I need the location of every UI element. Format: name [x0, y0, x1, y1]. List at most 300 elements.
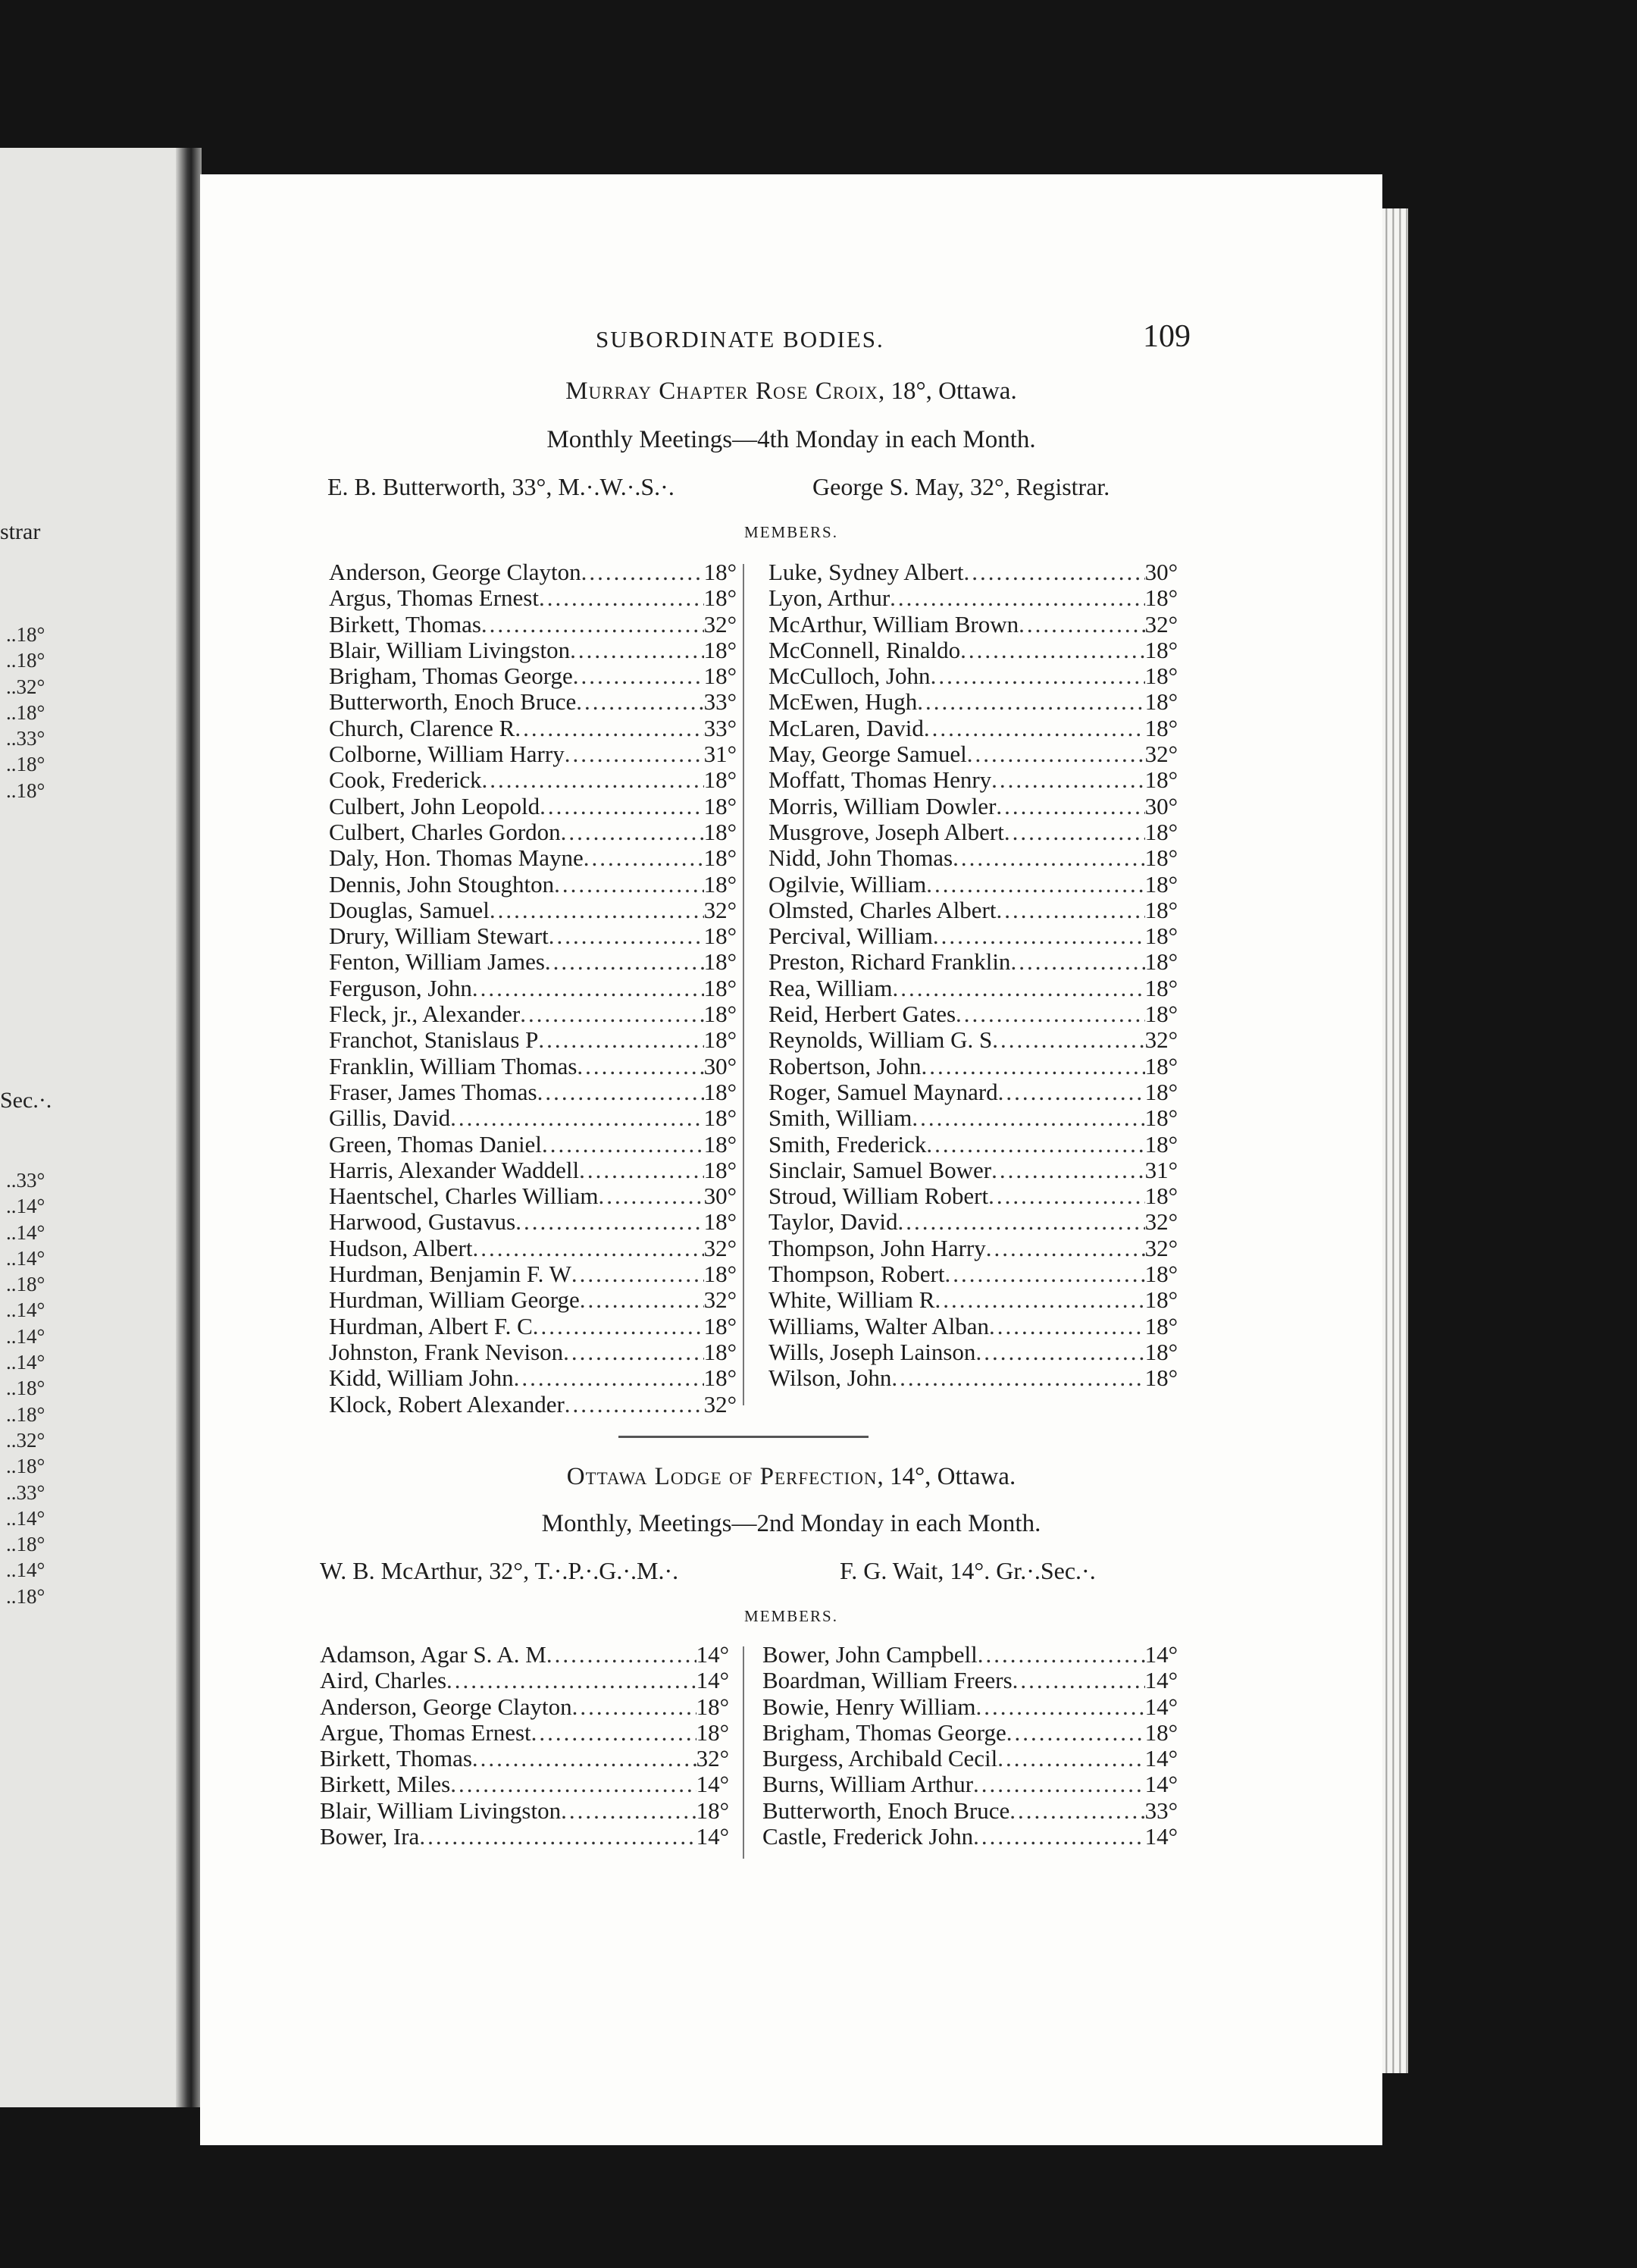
member-row: [320, 1824, 729, 1850]
leader-dots: [996, 794, 1144, 819]
member-row: [768, 1105, 1178, 1131]
leader-dots: [924, 716, 1145, 741]
member-degree: 18°: [703, 1208, 737, 1236]
member-row: [768, 897, 1178, 923]
member-degree: 18°: [703, 1261, 737, 1288]
member-degree: 18°: [703, 1130, 737, 1157]
left-page-degree: ..18°: [6, 1584, 45, 1608]
leader-dots: [515, 1209, 703, 1235]
member-name: Ogilvie, William: [768, 870, 927, 897]
leader-dots: [584, 845, 704, 871]
member-degree: 18°: [696, 1797, 729, 1824]
section1-title: [200, 377, 1382, 406]
leader-dots: [1009, 1798, 1144, 1824]
member-row: [329, 1209, 737, 1235]
left-page-degree: ..18°: [6, 623, 45, 646]
member-name: Castle, Frederick John: [762, 1823, 974, 1850]
leader-dots: [933, 923, 1145, 949]
running-head: SUBORDINATE BODIES.: [596, 326, 884, 352]
member-row: [320, 1668, 729, 1693]
member-degree: 18°: [703, 1026, 737, 1054]
member-row: [768, 1001, 1178, 1027]
member-name: Franchot, Stanislaus P: [329, 1026, 539, 1054]
member-row: [768, 637, 1178, 663]
member-name: Fenton, William James: [329, 948, 545, 976]
leader-dots: [934, 1287, 1144, 1313]
leader-dots: [931, 663, 1145, 689]
member-degree: 14°: [696, 1641, 729, 1668]
leader-dots: [472, 976, 704, 1001]
member-name: Bower, John Campbell: [762, 1641, 978, 1668]
member-row: [329, 1105, 737, 1131]
leader-dots: [960, 637, 1144, 663]
section1-officer-right: George S. May, 32°, Registrar.: [812, 473, 1110, 500]
member-degree: 18°: [703, 1001, 737, 1028]
member-name: McLaren, David: [768, 714, 924, 741]
left-page-degree: ..18°: [6, 1377, 45, 1400]
leader-dots: [898, 1209, 1145, 1235]
member-name: Preston, Richard Franklin: [768, 948, 1011, 976]
member-degree: 18°: [696, 1693, 729, 1720]
member-row: [768, 1054, 1178, 1079]
leader-dots: [515, 716, 703, 741]
member-row: [329, 767, 737, 793]
leader-dots: [581, 559, 704, 585]
left-page-degree: ..18°: [6, 753, 45, 776]
member-row: [762, 1694, 1178, 1720]
member-name: Burns, William Arthur: [762, 1771, 974, 1798]
member-row: [329, 637, 737, 663]
section1-title-rest: , 18°, Ottawa.: [878, 377, 1017, 405]
member-name: Ferguson, John: [329, 974, 472, 1001]
member-name: Rea, William: [768, 974, 893, 1001]
leader-dots: [956, 1001, 1145, 1027]
member-name: Harwood, Gustavus: [329, 1208, 516, 1236]
leader-dots: [997, 1746, 1144, 1771]
left-page-degree: ..14°: [6, 1558, 45, 1582]
member-row: [762, 1668, 1178, 1693]
left-page-degree: ..18°: [6, 778, 45, 802]
member-degree: 18°: [703, 923, 737, 950]
member-name: Harris, Alexander Waddell: [329, 1156, 580, 1183]
member-name: Douglas, Samuel: [329, 896, 490, 923]
member-name: Wills, Joseph Lainson: [768, 1338, 976, 1365]
leader-dots: [579, 1157, 704, 1183]
leader-dots: [975, 1694, 1144, 1720]
member-name: Luke, Sydney Albert: [768, 559, 964, 585]
member-row: [329, 1157, 737, 1183]
left-page-degree: ..32°: [6, 675, 45, 698]
member-degree: 30°: [703, 1052, 737, 1079]
section1-meetings: Monthly Meetings—4th Monday in each Month.: [546, 426, 1036, 453]
member-row: [768, 1079, 1178, 1105]
page-number: 109: [1143, 319, 1191, 354]
member-degree: 18°: [703, 1338, 737, 1365]
member-name: Argue, Thomas Ernest: [320, 1718, 531, 1746]
leader-dots: [542, 1132, 704, 1157]
member-row: [329, 897, 737, 923]
member-degree: 30°: [1144, 792, 1178, 819]
leader-dots: [563, 1339, 703, 1365]
member-row: [768, 716, 1178, 741]
member-row: [329, 1236, 737, 1261]
member-row: [768, 949, 1178, 975]
member-row: [768, 794, 1178, 819]
section1-officer-left: E. B. Butterworth, 33°, M.·.W.·.S.·.: [327, 473, 675, 500]
leader-dots: [973, 1824, 1145, 1850]
leader-dots: [572, 1694, 696, 1720]
member-row: [768, 741, 1178, 767]
member-degree: 32°: [1144, 1208, 1178, 1236]
left-page-degree: ..18°: [6, 1455, 45, 1478]
member-row: [768, 1183, 1178, 1209]
member-name: Thompson, John Harry: [768, 1234, 986, 1261]
leader-dots: [472, 1746, 696, 1771]
member-degree: 18°: [1144, 663, 1178, 690]
leader-dots: [481, 767, 703, 793]
member-name: Blair, William Livingston: [329, 636, 571, 663]
member-name: Colborne, William Harry: [329, 741, 565, 768]
member-name: Birkett, Thomas: [320, 1745, 472, 1772]
member-row: [329, 1132, 737, 1157]
left-page-degree: ..18°: [6, 1402, 45, 1426]
member-name: Lyon, Arthur: [768, 584, 890, 612]
leader-dots: [570, 637, 703, 663]
left-page-degree: ..32°: [6, 1428, 45, 1452]
leader-dots: [891, 1365, 1144, 1391]
member-name: Moffatt, Thomas Henry: [768, 766, 992, 794]
member-row: [329, 741, 737, 767]
member-name: Butterworth, Enoch Bruce: [329, 688, 577, 716]
member-degree: 18°: [703, 766, 737, 794]
member-degree: 18°: [1144, 714, 1178, 741]
leader-dots: [953, 845, 1144, 871]
member-name: Gillis, David: [329, 1104, 451, 1132]
member-degree: 14°: [696, 1823, 729, 1850]
member-row: [762, 1824, 1178, 1850]
member-name: McEwen, Hugh: [768, 688, 918, 716]
member-degree: 18°: [1144, 1364, 1178, 1392]
member-row: [329, 949, 737, 975]
member-name: Adamson, Agar S. A. M: [320, 1641, 546, 1668]
leader-dots: [991, 1157, 1145, 1183]
member-row: [768, 612, 1178, 637]
leader-dots: [520, 1001, 703, 1027]
leader-dots: [988, 1183, 1145, 1209]
member-name: Percival, William: [768, 923, 933, 950]
left-page-fragment-top: strar: [0, 519, 41, 544]
left-page-degree: ..14°: [6, 1298, 45, 1322]
left-page-degree: ..18°: [6, 1273, 45, 1296]
section2-members-col1: [320, 1642, 729, 1850]
leader-dots: [446, 1668, 696, 1693]
member-name: Sinclair, Samuel Bower: [768, 1156, 992, 1183]
left-page-degree: ..14°: [6, 1351, 45, 1374]
member-row: [320, 1694, 729, 1720]
leader-dots: [967, 741, 1145, 767]
member-row: [320, 1642, 729, 1668]
member-degree: 18°: [1144, 584, 1178, 612]
member-degree: 32°: [1144, 610, 1178, 637]
leader-dots: [598, 1183, 703, 1209]
member-name: McConnell, Rinaldo: [768, 636, 961, 663]
section2-column-divider: [743, 1646, 744, 1859]
left-page-fragment-mid: Sec.·.: [0, 1088, 52, 1113]
member-row: [329, 794, 737, 819]
member-row: [329, 689, 737, 715]
leader-dots: [450, 1105, 703, 1131]
leader-dots: [890, 585, 1144, 611]
member-degree: 18°: [703, 1078, 737, 1105]
member-row: [329, 1365, 737, 1391]
member-degree: 18°: [1144, 844, 1178, 872]
leader-dots: [998, 1079, 1145, 1105]
leader-dots: [450, 1771, 696, 1797]
member-degree: 18°: [703, 1364, 737, 1392]
leader-dots: [549, 923, 704, 949]
member-degree: 14°: [696, 1771, 729, 1798]
member-row: [768, 1365, 1178, 1391]
section2-title: [200, 1463, 1382, 1491]
member-name: Olmsted, Charles Albert: [768, 896, 997, 923]
member-row: [768, 1339, 1178, 1365]
member-row: [329, 1001, 737, 1027]
leader-dots: [539, 585, 704, 611]
member-row: [768, 1314, 1178, 1339]
leader-dots: [917, 689, 1144, 715]
member-degree: 18°: [1144, 1261, 1178, 1288]
member-name: Argus, Thomas Ernest: [329, 584, 539, 612]
member-name: May, George Samuel: [768, 741, 967, 768]
member-name: Roger, Samuel Maynard: [768, 1078, 998, 1105]
member-name: Cook, Frederick: [329, 766, 482, 794]
member-name: McArthur, William Brown: [768, 610, 1019, 637]
member-degree: 18°: [703, 948, 737, 976]
member-row: [329, 612, 737, 637]
member-degree: 18°: [1144, 1130, 1178, 1157]
member-row: [329, 1261, 737, 1287]
left-page-degree: ..18°: [6, 649, 45, 672]
section1-members-col1: [329, 559, 737, 1418]
member-row: [329, 1287, 737, 1313]
member-degree: 30°: [1144, 559, 1178, 585]
member-name: Kidd, William John: [329, 1364, 514, 1392]
member-row: [768, 1261, 1178, 1287]
leader-dots: [546, 1642, 696, 1668]
leader-dots: [538, 1027, 703, 1053]
leader-dots: [490, 897, 704, 923]
member-row: [768, 872, 1178, 897]
section2-officer-right: F. G. Wait, 14°. Gr.·.Sec.·.: [840, 1557, 1096, 1584]
member-row: [768, 845, 1178, 871]
member-row: [320, 1771, 729, 1797]
leader-dots: [992, 1027, 1144, 1053]
member-name: Anderson, George Clayton: [320, 1693, 572, 1720]
member-degree: 18°: [1144, 1338, 1178, 1365]
member-degree: 30°: [703, 1183, 737, 1210]
member-name: Church, Clarence R: [329, 714, 515, 741]
member-degree: 14°: [1144, 1641, 1178, 1668]
member-row: [768, 976, 1178, 1001]
leader-dots: [1010, 949, 1144, 975]
member-degree: 14°: [1144, 1667, 1178, 1694]
left-page-degree: ..33°: [6, 1169, 45, 1192]
member-name: Daly, Hon. Thomas Mayne: [329, 844, 584, 872]
leader-dots: [419, 1824, 696, 1850]
leader-dots: [545, 949, 704, 975]
member-row: [329, 1392, 737, 1418]
leader-dots: [573, 663, 704, 689]
member-row: [329, 585, 737, 611]
member-name: Anderson, George Clayton: [329, 559, 581, 585]
member-row: [762, 1720, 1178, 1746]
member-degree: 32°: [703, 896, 737, 923]
leader-dots: [922, 1054, 1145, 1079]
member-name: Blair, William Livingston: [320, 1797, 562, 1824]
leader-dots: [533, 1314, 704, 1339]
member-name: Thompson, Robert: [768, 1261, 945, 1288]
leader-dots: [945, 1261, 1145, 1287]
left-page-degree-list-top: [6, 622, 45, 804]
leader-dots: [580, 1287, 704, 1313]
member-degree: 18°: [1144, 974, 1178, 1001]
member-degree: 31°: [703, 741, 737, 768]
member-row: [329, 1054, 737, 1079]
section2-members-label: MEMBERS.: [744, 1607, 838, 1625]
member-row: [329, 1027, 737, 1053]
section2-title-rest: , 14°, Ottawa.: [877, 1463, 1016, 1490]
member-degree: 18°: [1144, 1104, 1178, 1132]
member-row: [768, 1287, 1178, 1313]
member-row: [762, 1642, 1178, 1668]
leader-dots: [514, 1365, 704, 1391]
member-degree: 32°: [703, 610, 737, 637]
member-name: White, William R: [768, 1286, 935, 1314]
member-degree: 18°: [1144, 1078, 1178, 1105]
member-row: [329, 976, 737, 1001]
member-name: Hurdman, William George: [329, 1286, 580, 1314]
leader-dots: [540, 794, 703, 819]
member-row: [768, 767, 1178, 793]
member-name: Nidd, John Thomas: [768, 844, 953, 872]
leader-dots: [989, 1314, 1145, 1339]
member-degree: 14°: [1144, 1771, 1178, 1798]
left-page-degree: ..14°: [6, 1324, 45, 1348]
member-degree: 18°: [1144, 1001, 1178, 1028]
member-degree: 18°: [1144, 688, 1178, 716]
section2-members-col2: [762, 1642, 1178, 1850]
member-degree: 18°: [1144, 1312, 1178, 1339]
member-degree: 18°: [1144, 1183, 1178, 1210]
leader-dots: [481, 612, 704, 637]
member-name: Franklin, William Thomas: [329, 1052, 577, 1079]
left-page-degree: ..33°: [6, 727, 45, 750]
member-degree: 32°: [1144, 1234, 1178, 1261]
member-degree: 18°: [1144, 1718, 1178, 1746]
leader-dots: [565, 741, 704, 767]
member-degree: 18°: [703, 1156, 737, 1183]
leader-dots: [926, 872, 1144, 897]
member-name: Fraser, James Thomas: [329, 1078, 537, 1105]
leader-dots: [576, 689, 703, 715]
leader-dots: [912, 1105, 1144, 1131]
member-row: [768, 923, 1178, 949]
left-page-degree: ..14°: [6, 1506, 45, 1530]
member-degree: 18°: [1144, 948, 1178, 976]
section1-title-name: Murray Chapter Rose Croix: [565, 377, 878, 405]
member-degree: 18°: [703, 663, 737, 690]
member-degree: 18°: [1144, 870, 1178, 897]
member-row: [768, 663, 1178, 689]
member-row: [768, 559, 1178, 585]
member-degree: 18°: [703, 1104, 737, 1132]
leader-dots: [973, 1771, 1145, 1797]
member-degree: 18°: [703, 844, 737, 872]
section1-column-divider: [743, 564, 744, 1405]
member-name: Stroud, William Robert: [768, 1183, 989, 1210]
leader-dots: [1013, 1668, 1145, 1693]
member-degree: 18°: [703, 559, 737, 585]
member-row: [768, 689, 1178, 715]
member-degree: 18°: [703, 974, 737, 1001]
member-degree: 18°: [1144, 818, 1178, 845]
member-degree: 14°: [1144, 1693, 1178, 1720]
member-name: Bower, Ira: [320, 1823, 420, 1850]
member-name: Birkett, Miles: [320, 1771, 451, 1798]
member-degree: 18°: [696, 1718, 729, 1746]
leader-dots: [1019, 612, 1144, 637]
member-name: Taylor, David: [768, 1208, 898, 1236]
member-name: Culbert, John Leopold: [329, 792, 540, 819]
member-name: Aird, Charles: [320, 1667, 447, 1694]
member-degree: 14°: [1144, 1823, 1178, 1850]
left-page-degree: ..18°: [6, 700, 45, 724]
member-name: Burgess, Archibald Cecil: [762, 1745, 998, 1772]
member-name: Brigham, Thomas George: [762, 1718, 1006, 1746]
member-name: Robertson, John: [768, 1052, 922, 1079]
member-name: Green, Thomas Daniel: [329, 1130, 542, 1157]
member-name: Fleck, jr., Alexander: [329, 1001, 521, 1028]
member-degree: 32°: [703, 1390, 737, 1418]
member-degree: 18°: [703, 818, 737, 845]
member-degree: 18°: [703, 870, 737, 897]
leader-dots: [537, 1079, 704, 1105]
member-name: Bowie, Henry William: [762, 1693, 976, 1720]
left-page-degree: ..18°: [6, 1533, 45, 1556]
member-name: Boardman, William Freers: [762, 1667, 1013, 1694]
member-degree: 18°: [703, 792, 737, 819]
member-name: Hurdman, Benjamin F. W: [329, 1261, 571, 1288]
member-name: McCulloch, John: [768, 663, 931, 690]
member-name: Culbert, Charles Gordon: [329, 818, 561, 845]
member-row: [768, 1236, 1178, 1261]
leader-dots: [996, 897, 1144, 923]
leader-dots: [991, 767, 1144, 793]
member-degree: 32°: [696, 1745, 729, 1772]
member-degree: 18°: [1144, 766, 1178, 794]
member-name: Johnston, Frank Nevison: [329, 1338, 564, 1365]
member-degree: 18°: [703, 1312, 737, 1339]
member-degree: 32°: [1144, 741, 1178, 768]
leader-dots: [986, 1236, 1145, 1261]
member-name: Smith, William: [768, 1104, 912, 1132]
member-row: [768, 819, 1178, 845]
member-row: [768, 1132, 1178, 1157]
leader-dots: [926, 1132, 1144, 1157]
member-row: [320, 1746, 729, 1771]
member-degree: 18°: [1144, 896, 1178, 923]
member-name: Morris, William Dowler: [768, 792, 997, 819]
